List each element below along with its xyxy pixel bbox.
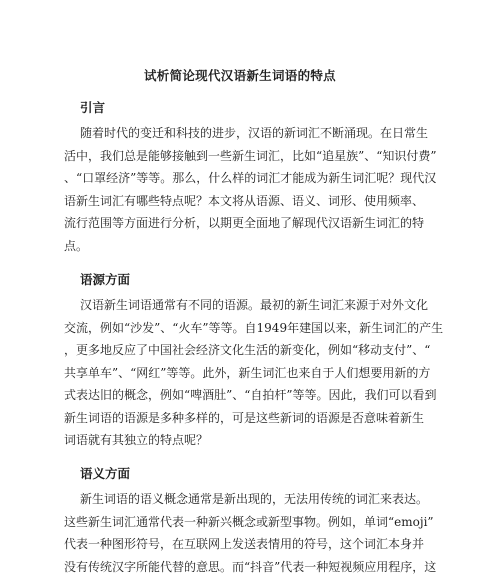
paragraph-line: 、“口罩经济”等等。那么，什么样的词汇才能成为新生词汇呢？现代汉 — [64, 171, 437, 185]
paragraph-line: 式表达旧的概念，例如“啤酒肚”、“自拍杆”等等。因此，我们可以看到 — [64, 388, 437, 402]
section-paragraph-etymology — [64, 294, 444, 452]
paragraph-line: 这些新生词汇通常代表一种新兴概念或新型事物。例如，单词“emoji” — [64, 514, 434, 529]
section-heading-etymology: 语源方面 — [80, 272, 131, 287]
paragraph-line: 没有传统汉字所能代替的意思。而“抖音”代表一种短视频应用程序，这 — [64, 559, 437, 574]
paragraph-line: 点。 — [64, 238, 89, 253]
section-paragraph-semantics — [64, 488, 437, 578]
document-title: 试析简论现代汉语新生词语的特点 — [143, 68, 336, 83]
paragraph-line: 交流，例如“沙发”、“火车”等等。自1949年建国以来，新生词汇的产生 — [64, 320, 444, 335]
paragraph-line: 汉语新生词语通常有不同的语源。最初的新生词汇来源于对外文化 — [80, 298, 429, 312]
section-heading-introduction: 引言 — [80, 100, 106, 115]
section-paragraph-introduction — [64, 122, 437, 257]
paragraph-line: 新生词语的语义概念通常是新出现的，无法用传统的词汇来表达。 — [80, 492, 429, 506]
paragraph-line: 随着时代的变迁和科技的进步，汉语的新词汇不断涌现。在日常生 — [80, 126, 429, 140]
paragraph-line: 语新生词汇有哪些特点呢？本文将从语源、语义、词形、使用频率、 — [64, 193, 425, 208]
paragraph-line: 词语就有其独立的特点呢？ — [64, 433, 209, 447]
paragraph-line: ，更多地反应了中国社会经济文化生活的新变化，例如“移动支付”、“ — [64, 343, 431, 357]
paragraph-line: 代表一种图形符号，在互联网上发送表情用的符号，这个词汇本身并 — [64, 537, 425, 551]
paragraph-line: 流行范围等方面进行分析，以期更全面地了解现代汉语新生词汇的特 — [64, 216, 425, 230]
paragraph-line: 共享单车”、“网红”等等。此外，新生词汇也来自于人们想要用新的方 — [64, 365, 431, 380]
section-heading-semantics: 语义方面 — [80, 466, 131, 481]
paragraph-line: 新生词语的语源是多种多样的，可是这些新词的语源是否意味着新生 — [64, 410, 425, 425]
paragraph-line: 活中，我们总是能够接触到一些新生词汇，比如“追星族”、“知识付费” — [64, 148, 437, 163]
